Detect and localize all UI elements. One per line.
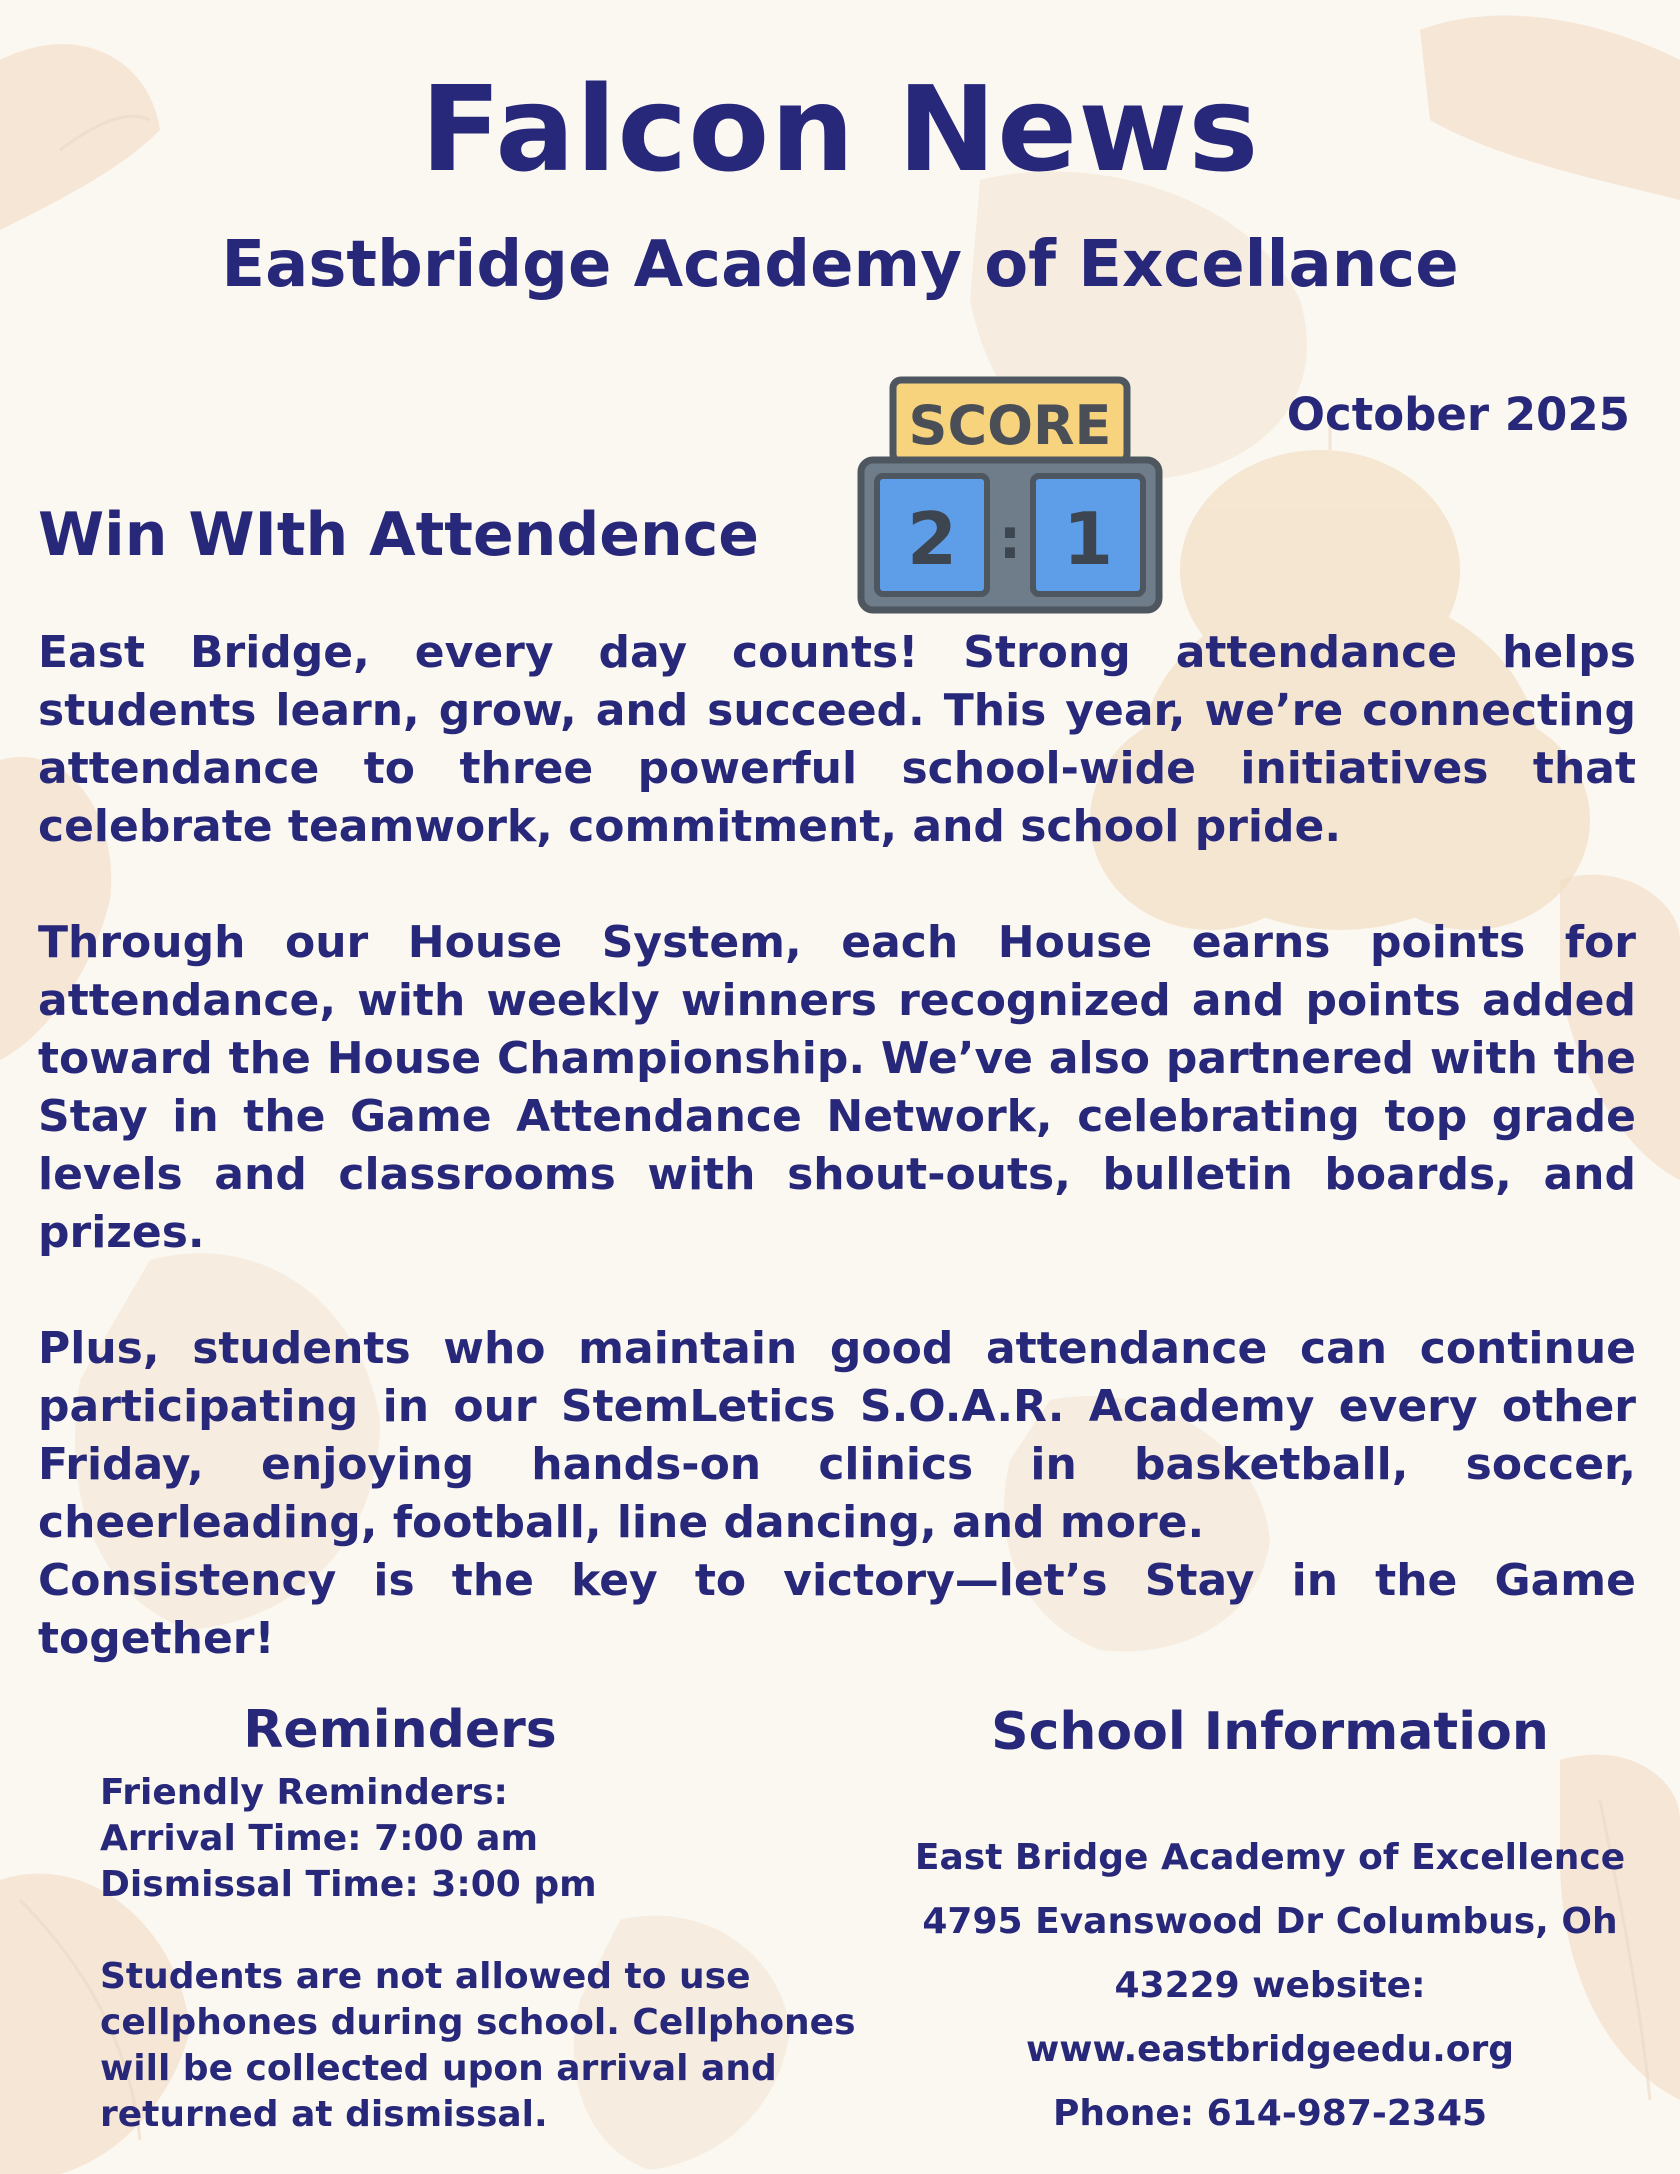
cellphone-policy-line: cellphones during school. Cellphones	[100, 2002, 856, 2043]
article-paragraph: Consistency is the key to victory—let’s Stay in the Game together!	[38, 1555, 1636, 1664]
article-paragraph: Through our House System, each House earns points for attendance, with weekly winners recognized and points added toward the House Championship. We’ve also partnered with the Stay in the Game Attendance Network, celebrating top grade levels and classrooms with shout-outs, bulletin boards, and prizes.	[38, 917, 1636, 1258]
article-body	[38, 624, 1636, 1668]
scoreboard-label: SCORE	[908, 394, 1112, 457]
reminders-section	[100, 1770, 860, 2138]
cellphone-policy-line: Students are not allowed to use	[100, 1956, 751, 1997]
article-paragraph: Plus, students who maintain good attendance can continue participating in our StemLetics S.O.A.R. Academy every other Friday, enjoying hands-on clinics in basketball, soccer, cheerleading, football, line dancing, and more.	[38, 1323, 1636, 1548]
school-info-section	[880, 1826, 1660, 2146]
issue-date: October 2025	[1286, 388, 1630, 441]
school-info-heading: School Information	[991, 1702, 1549, 1762]
dismissal-time: Dismissal Time: 3:00 pm	[100, 1864, 597, 1905]
school-address-website-label: 43229 website:	[1114, 1965, 1426, 2006]
newsletter-title: Falcon News	[420, 60, 1260, 198]
reminders-heading: Reminders	[243, 1700, 557, 1760]
school-website: www.eastbridgeedu.org	[1025, 2029, 1515, 2070]
arrival-time: Arrival Time: 7:00 am	[100, 1818, 538, 1859]
school-phone: Phone: 614-987-2345	[1052, 2093, 1488, 2134]
scoreboard-separator: :	[998, 507, 1022, 572]
school-name: East Bridge Academy of Excellence	[914, 1837, 1626, 1878]
scoreboard-away-score: 1	[1062, 497, 1114, 581]
scoreboard-home-score: 2	[906, 497, 958, 581]
scoreboard-icon	[855, 376, 1165, 616]
school-address: 4795 Evanswood Dr Columbus, Oh	[922, 1901, 1618, 1942]
reminders-intro: Friendly Reminders:	[100, 1772, 508, 1813]
school-name-subtitle: Eastbridge Academy of Excellance	[221, 228, 1459, 302]
article-paragraph: East Bridge, every day counts! Strong attendance helps students learn, grow, and succeed. This year, we’re connecting attendance to three powerful school-wide initiatives that celebrate teamwork, commitment, and school pride.	[38, 627, 1636, 852]
article-heading: Win WIth Attendence	[38, 500, 759, 570]
cellphone-policy-line: returned at dismissal.	[100, 2094, 548, 2135]
cellphone-policy-line: will be collected upon arrival and	[100, 2048, 777, 2089]
